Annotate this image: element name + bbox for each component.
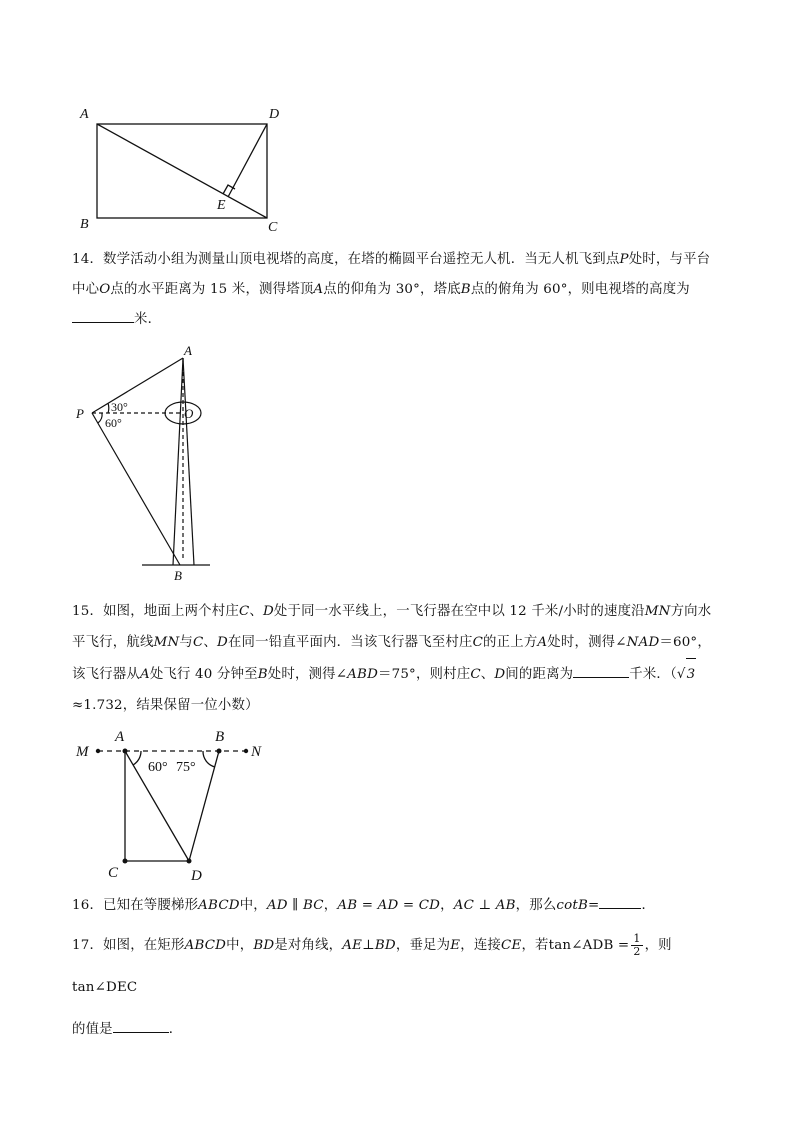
q15-text: ≈1.732，结果保留一位小数） [72,698,259,713]
q17-line: CE [501,938,522,953]
figure-rectangle [60,96,300,241]
q14-point: P [619,252,629,267]
q14-text: 米． [134,312,162,327]
angle-arc-60 [133,751,141,765]
q15-point: D [494,667,506,682]
point-m [96,749,100,753]
q15-text: 处飞行 40 分钟至 [149,667,258,682]
q15-text: ＝60°，该飞行器从 [72,635,711,682]
q16-text: ， [323,898,338,913]
q15-text: ＝75°，则村庄 [378,667,471,682]
q14-text: 数学活动小组为测量山顶电视塔的高度，在塔的椭圆平台遥控无人机．当无人机飞到点 [103,252,620,267]
label-a: A [115,729,125,745]
answer-blank[interactable] [72,308,134,323]
line-pa [92,358,183,413]
point-c [123,859,128,864]
label-p: P [76,406,84,421]
label-m: M [76,744,89,760]
q15-text: 在同一铅直平面内．当该飞行器飞至村庄 [227,635,473,650]
angle-75-label: 75° [176,760,196,775]
label-e: E [217,198,226,213]
q14-text: 处时，与平台中心 [72,252,711,297]
q15-line: MN [153,635,180,650]
q17-text: ，垂足为 [395,938,451,953]
q15-point: C [192,635,204,650]
point-d [187,859,192,864]
angle-arc-60 [98,413,102,423]
question-15: 15．如图，地面上两个村庄C、D处于同一水平线上，一飞行器在空中以 12 千米/小时的速度沿MN方向水平飞行，航线MN与C、D在同一铅直平面内．当该飞行器飞至村庄C的正上方A处时，测得∠NAD＝60°，该飞行器从A处飞行 40 分钟至B处时，测得∠ABD＝75°，则村庄C、D间的距离为 千米．（√3 ≈1.732，结果保留一位小数） [72,604,712,713]
q14-point: B [460,282,471,297]
q15-point: D [217,635,228,650]
q17-number: 17． [72,938,104,953]
q15-text: 如图，地面上两个村庄 [103,604,239,619]
point-n [244,749,248,753]
q15-point: A [537,635,548,650]
label-c: C [108,865,119,881]
q14-number: 14． [72,252,104,267]
q15-number: 15． [72,604,104,619]
q17-text: ． [168,1022,183,1037]
point-a [123,749,128,754]
label-b: B [215,729,225,745]
q15-point: C [470,667,481,682]
q16-text: 中， [239,898,267,913]
q17-tan: tan∠ADB = [548,938,630,953]
q15-text: 与 [179,635,193,650]
q15-text: 处时，测得∠ [547,635,627,650]
q15-text: 、 [249,604,263,619]
q14-point: O [99,282,111,297]
q15-point: C [472,635,484,650]
q16-condition: AC ⊥ AB [453,898,516,913]
q14-text: 点的水平距离为 15 米，测得塔顶 [110,282,314,297]
label-d: D [269,107,280,122]
q17-text: 中， [226,938,254,953]
q16-shape: ABCD [198,898,240,913]
question-14 [72,245,722,335]
q16-cot: cotB [556,898,589,913]
label-a: A [80,107,89,122]
q17-text: 是对角线， [274,938,343,953]
q15-text: 方向水平飞行，航线 [72,604,712,650]
q16-number: 16． [72,898,104,913]
q14-point: A [313,282,324,297]
q15-point: C [238,604,250,619]
answer-blank[interactable] [599,894,641,909]
q15-point: B [257,667,268,682]
segment-de [228,124,267,197]
label-n: N [251,744,262,760]
q16-condition: AD ∥ BC [266,898,324,913]
point-b [217,749,222,754]
q17-point: E [450,938,461,953]
q17-text: ，若 [521,938,549,953]
q15-text: 、 [480,667,495,682]
q15-text: 间的距离为 [505,667,574,682]
q17-line: BD [253,938,275,953]
question-16 [72,891,722,921]
answer-blank[interactable] [573,663,629,678]
label-c: C [268,220,278,235]
q17-text: ，则 [644,938,672,953]
q15-line: MN [644,604,671,619]
q15-point: D [262,604,274,619]
question-17 [72,925,722,1051]
figure-flight [70,725,280,885]
angle-60-label: 60° [148,760,168,775]
figure-tower [60,340,230,585]
angle-30-label: 30° [111,400,128,414]
q16-eq: = [588,898,600,913]
q16-text: ， [440,898,454,913]
label-a: A [184,343,192,358]
label-d: D [191,868,202,884]
fraction-numerator: 1 [633,932,641,945]
q15-text: 处于同一水平线上，一飞行器在空中以 12 千米/小时的速度沿 [273,604,645,619]
label-b: B [174,568,182,583]
q17-text: ，连接 [460,938,502,953]
line-pb [92,413,180,565]
q15-text: 、 [203,635,218,650]
answer-blank[interactable] [113,1018,169,1033]
q17-shape: ABCD [184,938,227,953]
angle-60-label: 60° [105,416,122,430]
q17-text: 如图，在矩形 [103,938,185,953]
fraction-one-half [631,933,642,958]
sqrt-3: 3 [686,658,697,690]
tower-left-edge [173,358,183,565]
angle-arc-75 [203,751,215,767]
q16-text: 已知在等腰梯形 [103,898,199,913]
q17-tan: tan∠DEC [72,980,138,995]
q15-text: 千米．（ [629,667,677,682]
label-b: B [80,217,89,232]
q14-text: 点的仰角为 30°，塔底 [323,282,461,297]
q14-text: 点的俯角为 60°，则电视塔的高度为 [470,282,690,297]
q17-text: 的值是 [72,1022,113,1037]
q15-text: 的正上方 [483,635,538,650]
q15-angle: ABD [347,667,379,682]
q16-condition: AB = AD = CD [337,898,441,913]
q15-point: A [139,667,150,682]
q15-angle: NAD [626,635,660,650]
angle-arc-30 [108,403,109,413]
label-o: O [184,406,194,421]
q16-text: ． [641,898,656,913]
q16-text: ，那么 [515,898,557,913]
q17-condition: AE⊥BD [342,938,396,953]
fraction-denominator: 2 [633,945,641,958]
tower-right-edge [183,358,194,565]
q15-text: 处时，测得∠ [267,667,348,682]
